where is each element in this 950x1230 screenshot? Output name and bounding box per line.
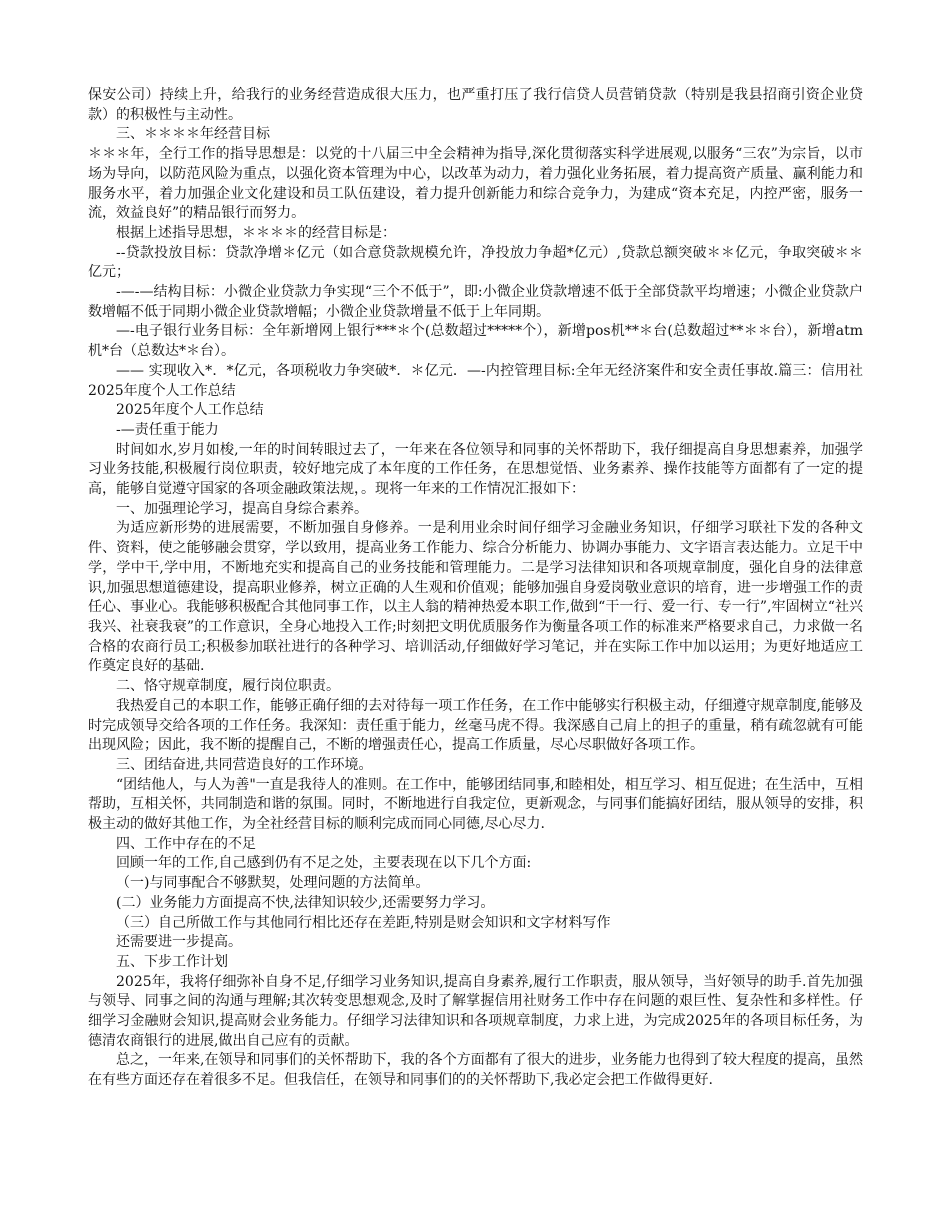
paragraph-income-goal: —— 实现收入*．*亿元，各项税收力争突破*．＊亿元．—-内控管理目标:全年无经济案件和安全责任事故.篇三：信用社2025年度个人工作总结 [88,362,863,399]
paragraph-structure-goal: -—-—结构目标：小微企业贷款力争实现“三个不低于”，即:小微企业贷款增速不低于全部贷款平均增速；小微企业贷款户数增幅不低于同期小微企业贷款增幅；小微企业贷款增量不低于上年同期。 [88,284,863,320]
list-item-shortcoming-3: （三）自己所做工作与其他同行相比还存在差距,特别是财会知识和文字材料写作 [116,914,611,931]
section-heading-2: 二、恪守规章制度，履行岗位职责。 [116,678,340,695]
document-subtitle: 2025年度个人工作总结 [116,402,264,419]
paragraph-section-3: “团结他人，与人为善"一直是我待人的准则。在工作中，能够团结同事,和睦相处，相互学习、相互促进；在生活中，互相帮助，互相关怀，共同制造和谐的氛围。同时，不断地进行自我定位，更新观念，与同事们能搞好团结，服从领导的安排，积极主动的做好其他工作，为全社经营目标的顺利完成而同心同德,尽心尽力. [88,776,863,833]
list-item-shortcoming-1: （一)与同事配合不够默契，处理问题的方法简单。 [116,875,430,892]
paragraph-section-4-intro: 回顾一年的工作,自己感到仍有不足之处，主要表现在以下几个方面: [116,855,532,872]
section-heading-1: 一、加强理论学习，提高自身综合素养。 [116,500,368,517]
paragraph-intro: 时间如水,岁月如梭,一年的时间转眼过去了，一年来在各位领导和同事的关怀帮助下，我仔细提高自身思想素养，加强学习业务技能,积极履行岗位职责，较好地完成了本年度的工作任务，在思想觉悟、业务素养、操作技能等方面都有了一定的提高，能够自觉遵守国家的各项金融政策法规，。现将一年来的工作情况汇报如下： [88,441,863,498]
paragraph-ebank-goal: —-电子银行业务目标：全年新增网上银行***＊个(总数超过*****个），新增pos机**＊台(总数超过**＊＊台），新增atm机*台（总数达*＊台）。 [88,323,863,360]
paragraph-guiding-thought: ＊＊＊年，全行工作的指导思想是：以党的十八届三中全会精神为指导,深化贯彻落实科学进展观,以服务“三农”为宗旨，以市场为导向，以防范风险为重点，以强化资本管理为中心，以改革为动力，着力强化业务拓展，着力提高资产质量、赢利能力和服务水平，着力加强企业文化建设和员工队伍建设，着力提升创新能力和综合竞争力，为建成“资本充足，内控严密，服务一流，效益良好”的精品银行而努力。 [88,146,863,222]
list-item-shortcoming-3-continued: 还需要进一步提高。 [116,934,242,951]
section-heading-4: 四、工作中存在的不足 [116,835,256,852]
list-item-shortcoming-2: (二）业务能力方面提高不快,法律知识较少,还需要努力学习。 [116,894,495,911]
paragraph-section-5: 2025年，我将仔细弥补自身不足,仔细学习业务知识,提高自身素养,履行工作职责，服从领导，当好领导的助手.首先加强与领导、同事之间的沟通与理解;其次转变思想观念,及时了解掌握信用社财务工作中存在问题的艰巨性、复杂性和多样性。仔细学习金融财会知识,提高财会业务能力。仔细学习法律知识和各项规章制度，力求上进，为完成2025年的各项目标任务，为德清农商银行的进展,做出自己应有的贡献。 [88,973,863,1049]
paragraph-continuation: 保安公司）持续上升，给我行的业务经营造成很大压力，也严重打压了我行信贷人员营销贷款（特别是我县招商引资企业贷款）的积极性与主动性。 [88,87,863,123]
paragraph-section-1: 为适应新形势的进展需要，不断加强自身修养。一是利用业余时间仔细学习金融业务知识，仔细学习联社下发的各种文件、资料，使之能够融会贯穿，学以致用，提高业务工作能力、综合分析能力、协调办事能力、文字语言表达能力。立足干中学，学中干,学中用，不断地充实和提高自己的业务技能和管理能力。二是学习法律知识和各项规章制度，强化自身的法律意识,加强思想道德建设，提高职业修养，树立正确的人生观和价值观；能够加强自身爱岗敬业意识的培育，进一步增强工作的责任心、事业心。我能够积极配合其他同事工作，以主人翁的精神热爱本职工作,做到“干一行、爱一行、专一行”,牢固树立“社兴我兴、社衰我衰”的工作意识，全身心地投入工作;时刻把文明优质服务作为衡量各项工作的标准来严格要求自己，力求做一名合格的农商行员工;积极参加联社进行的各种学习、培训活动,仔细做好学习笔记，并在实际工作中加以运用；为更好地适应工作奠定良好的基础. [88,520,863,675]
paragraph-section-2: 我热爱自己的本职工作，能够正确仔细的去对待每一项工作任务，在工作中能够实行积极主动，仔细遵守规章制度,能够及时完成领导交给各项的工作任务。我深知：责任重于能力，丝毫马虎不得。我深感自己肩上的担子的重量，稍有疏忽就有可能出现风险；因此，我不断的提醒自己，不断的增强责任心，提高工作质量，尽心尽职做好各项工作。 [88,697,863,754]
document-motto: -—责任重于能力 [116,421,219,438]
section-heading-5: 五、下步工作计划 [116,953,228,970]
document-body [88,86,863,1091]
paragraph-loan-goal: --贷款投放目标：贷款净增＊亿元（如合意贷款规模允许，净投放力争超*亿元）,贷款总额突破＊＊亿元，争取突破＊＊亿元； [88,244,863,281]
paragraph-conclusion: 总之，一年来,在领导和同事们的关怀帮助下，我的各个方面都有了很大的进步，业务能力也得到了较大程度的提高，虽然在有些方面还存在着很多不足。但我信任，在领导和同事们的的关怀帮助下,我必定会把工作做得更好. [88,1052,863,1089]
section-heading-3: 三、团结奋进,共同营造良好的工作环境。 [116,756,373,773]
section-heading-business-goals: 三、＊＊＊＊年经营目标 [116,126,270,143]
paragraph-goals-intro: 根据上述指导思想，＊＊＊＊的经营目标是： [116,224,396,241]
